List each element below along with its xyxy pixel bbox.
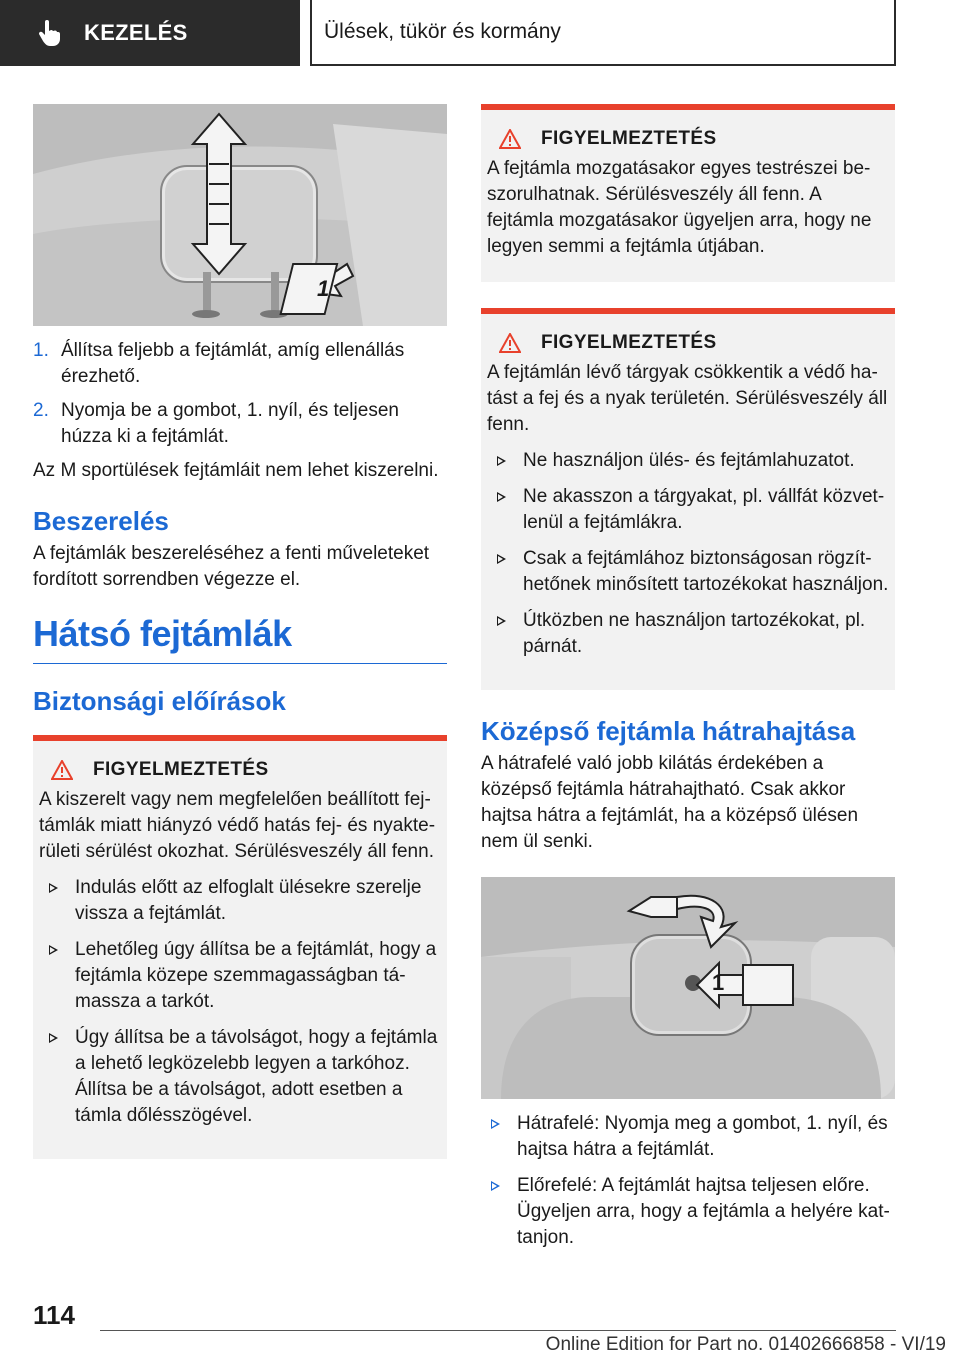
safety-heading: Biztonsági előírások	[33, 686, 286, 716]
headrest-illustration	[33, 104, 447, 326]
middle-headrest-heading: Középső fejtámla hátrahajtása	[481, 716, 856, 746]
warning-text: A fejtámla mozgatásakor egyes testrészei beszorulhatnak. Sérülésveszély áll fenn. A fejtámla mozgatásakor ügyeljen arra, hogy ne legyen semmi a fejtámla útjában.	[487, 158, 872, 257]
footer-divider	[100, 1330, 896, 1331]
install-heading: Beszerelés	[33, 506, 169, 536]
bullet-arrow-icon	[491, 1181, 500, 1191]
rear-headrests-heading: Hátsó fejtámlák	[33, 613, 447, 664]
bullet-arrow-icon	[49, 1033, 58, 1043]
list-item: Indulás előtt az elfoglalt ülésekre szerelje vissza a fejtámlát.	[39, 875, 441, 927]
photo-callout-number: 1	[712, 970, 725, 995]
photo-callout-number: 1	[317, 276, 330, 301]
list-item: Lehetőleg úgy állítsa be a fejtámlát, hogy a fejtámla közepe szemmagasságban támassza a tarkót.	[39, 937, 441, 1015]
warning-list	[39, 875, 441, 1129]
list-item: Útközben ne használjon tartozékokat, pl. párnát.	[487, 608, 889, 660]
bullet-arrow-icon	[497, 456, 506, 466]
middle-headrest-text: A hátrafelé való jobb kilátás érdekében a középső fejtámla hátrahajtható. Csak akkor hajtsa hátra a fejtámlát, ha a középső ülésen nem ül senki.	[481, 753, 859, 852]
list-item: Hátrafelé: Nyomja meg a gombot, 1. nyíl, és hajtsa hátra a fejtámlát.	[481, 1111, 895, 1163]
bullet-arrow-icon	[491, 1119, 500, 1129]
bullet-arrow-icon	[49, 945, 58, 955]
warning-box	[481, 308, 895, 690]
section-tab[interactable]	[0, 0, 300, 66]
list-item: Csak a fejtámlához biztonságosan rögzíthetőnek minősített tartozékokat használjon.	[487, 546, 889, 598]
warning-list	[487, 448, 889, 660]
left-column	[33, 104, 447, 1159]
warning-box	[481, 104, 895, 282]
bullet-arrow-icon	[497, 492, 506, 502]
page-number: 114	[33, 1300, 75, 1330]
list-item: Úgy állítsa be a távolságot, hogy a fejtámla a lehető legközelebb legyen a tarkóhoz. Állítsa be a távolságot, adott esetben a támla dőlésszögével.	[39, 1025, 441, 1129]
warning-triangle-icon	[51, 760, 73, 780]
warning-title: FIGYELMEZTETÉS	[93, 759, 269, 780]
list-item: Ne használjon ülés- és fejtámlahuzatot.	[487, 448, 889, 474]
middle-headrest-photo	[481, 877, 895, 1099]
list-item: Előrefelé: A fejtámlát hajtsa teljesen előre. Ügyeljen arra, hogy a fejtámla a helyére kattanjon.	[481, 1173, 895, 1251]
warning-title: FIGYELMEZTETÉS	[541, 332, 717, 353]
section-label: KEZELÉS	[84, 20, 188, 45]
sport-seat-note: Az M sportülések fejtámláit nem lehet kiszerelni.	[33, 460, 439, 481]
fold-instructions	[481, 1111, 895, 1251]
list-item: Ne akasszon a tárgyakat, pl. vállfát közvetlenül a fejtámlákra.	[487, 484, 889, 536]
warning-box	[33, 735, 447, 1159]
warning-text: A kiszerelt vagy nem megfelelően beállított fejtámlák miatt hiányzó védő hatás fej- és nyakterületi sérülést okozhat. Sérülésveszély áll fenn.	[39, 789, 436, 862]
bullet-arrow-icon	[497, 616, 506, 626]
removal-steps	[33, 338, 447, 450]
right-column	[481, 104, 895, 1261]
edition-info: Online Edition for Part no. 01402666858 - VI/19	[545, 1334, 946, 1355]
warning-text: A fejtámlán lévő tárgyak csökkentik a védő hatást a fej és a nyak területén. Sérülésveszély áll fenn.	[487, 362, 888, 435]
middle-headrest-illustration	[481, 877, 895, 1099]
headrest-removal-photo	[33, 104, 447, 326]
list-item: 1. Állítsa feljebb a fejtámlát, amíg ellenállás érezhető.	[33, 340, 405, 387]
warning-triangle-icon	[499, 333, 521, 353]
warning-triangle-icon	[499, 129, 521, 149]
bullet-arrow-icon	[49, 883, 58, 893]
list-item: 2. Nyomja be a gombot, 1. nyíl, és teljesen húzza ki a fejtámlát.	[33, 400, 399, 447]
warning-title: FIGYELMEZTETÉS	[541, 128, 717, 149]
chapter-title: Ülések, tükör és kormány	[310, 0, 896, 66]
bullet-arrow-icon	[497, 554, 506, 564]
hand-pointer-icon	[38, 20, 60, 46]
install-text: A fejtámlák beszereléséhez a fenti műveleteket fordított sorrendben végezze el.	[33, 543, 430, 590]
